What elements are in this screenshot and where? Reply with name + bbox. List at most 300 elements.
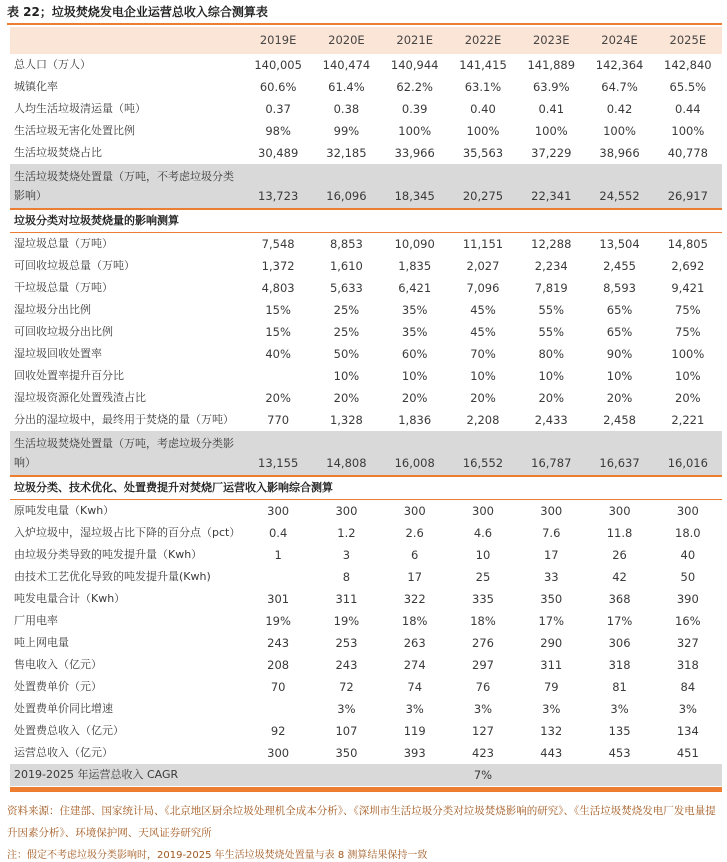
cell-value: 65% — [606, 303, 633, 317]
cell-value — [585, 764, 653, 786]
cell-value: 17 — [543, 548, 559, 562]
cell-value: 2,692 — [671, 259, 705, 273]
row-label: 由垃圾分类导致的吨发提升量（Kwh） — [14, 548, 203, 561]
row-label: 干垃圾总量（万吨） — [14, 281, 113, 294]
table-row — [10, 98, 722, 120]
cell-value: 80% — [538, 347, 565, 361]
cell-value: 318 — [608, 658, 631, 672]
cell-value: 0.37 — [265, 102, 291, 116]
row-label: 生活垃圾焚烧占比 — [14, 146, 102, 159]
table-row — [10, 142, 722, 164]
cell-value: 3% — [610, 702, 629, 716]
cell-value: 3% — [337, 702, 356, 716]
row-label: 2019-2025 年运营总收入 CAGR — [14, 768, 179, 781]
cell-value: 84 — [680, 680, 696, 694]
cell-value: 142,364 — [595, 58, 644, 72]
cell-value: 300 — [472, 504, 494, 518]
row-label: 原吨发电量（Kwh） — [14, 504, 115, 517]
cell-value: 25% — [333, 325, 360, 339]
cell-value: 55% — [538, 325, 565, 339]
table-row — [10, 343, 722, 365]
cell-value: 20% — [265, 391, 291, 405]
row-values — [244, 610, 722, 632]
cell-value: 134 — [676, 724, 699, 738]
cell-value: 14,808 — [326, 456, 367, 470]
title-rule — [7, 23, 722, 25]
cell-value: 12,288 — [531, 237, 572, 251]
cell-value: 1,836 — [398, 413, 432, 427]
cell-value: 300 — [540, 504, 563, 518]
table-row — [10, 387, 722, 409]
cell-value: 72 — [339, 680, 354, 694]
cell-value — [244, 365, 312, 387]
cell-value: 2,455 — [603, 259, 637, 273]
row-values — [244, 120, 722, 142]
section-header: 垃圾分类对垃圾焚烧量的影响测算 — [10, 208, 722, 233]
cell-value: 65% — [606, 325, 633, 339]
row-label: 生活垃圾无害化处置比例 — [14, 124, 135, 137]
cell-value: 142,840 — [664, 58, 712, 72]
cell-value: 297 — [472, 658, 494, 672]
cell-value: 8,853 — [329, 237, 363, 251]
cell-value: 60% — [401, 347, 428, 361]
row-values — [244, 566, 722, 588]
cell-value: 368 — [608, 592, 631, 606]
cell-value: 38,966 — [599, 146, 640, 160]
table-row — [10, 233, 722, 255]
cell-value: 290 — [540, 636, 563, 650]
cell-value: 3% — [678, 702, 697, 716]
cell-value — [654, 764, 722, 786]
table-row — [10, 299, 722, 321]
cell-value: 100% — [671, 124, 705, 138]
table-row — [10, 544, 722, 566]
cell-value: 100% — [671, 347, 705, 361]
cell-value: 17 — [407, 570, 423, 584]
row-values — [244, 255, 722, 277]
cell-value: 33,966 — [394, 146, 435, 160]
row-label: 分出的湿垃圾中，最终用于焚烧的量（万吨） — [14, 413, 234, 426]
cell-value: 327 — [676, 636, 699, 650]
row-values — [244, 632, 722, 654]
row-label: 湿垃圾回收处置率 — [14, 347, 102, 360]
cell-value: 13,155 — [258, 456, 299, 470]
row-values — [244, 742, 722, 764]
cell-value: 0.4 — [268, 526, 288, 540]
row-label: 由技术工艺优化导致的吨发提升量(Kwh) — [14, 570, 211, 583]
cell-value: 25% — [333, 303, 360, 317]
cell-value: 6 — [411, 548, 419, 562]
cell-value: 7.6 — [542, 526, 561, 540]
cell-value: 350 — [540, 592, 563, 606]
row-values — [244, 343, 722, 365]
cell-value: 13,723 — [258, 189, 299, 203]
cell-value: 263 — [403, 636, 426, 650]
cell-value: 75% — [675, 325, 701, 339]
table-row — [10, 76, 722, 98]
cell-value: 301 — [267, 592, 290, 606]
row-label: 入炉垃圾中，湿垃圾占比下降的百分点（pct） — [14, 526, 241, 539]
cell-value: 1,328 — [329, 413, 363, 427]
row-label: 处置费总收入（亿元） — [14, 724, 124, 737]
cell-value: 300 — [267, 746, 290, 760]
row-values — [244, 387, 722, 409]
cell-value: 3 — [342, 548, 351, 562]
source-note: 资料来源：住建部、国家统计局、《北京地区厨余垃圾处理机全成本分析》、《深圳市生活垃圾分类对垃圾焚烧影响的研究》、《生活垃圾焚烧发电厂发电量提升因素分析》、环境保护网、天风证券研究所 — [7, 805, 716, 839]
row-values — [244, 142, 722, 164]
cell-value: 24,552 — [599, 189, 640, 203]
cell-value: 18,345 — [394, 189, 435, 203]
cell-value: 119 — [403, 724, 426, 738]
cell-value: 100% — [466, 124, 500, 138]
cell-value: 140,005 — [254, 58, 302, 72]
cell-value: 2022E — [464, 33, 502, 47]
cell-value: 8,593 — [603, 281, 637, 295]
summary-row — [10, 164, 722, 208]
table-row — [10, 321, 722, 343]
cell-value: 300 — [608, 504, 631, 518]
cell-value: 140,944 — [390, 58, 439, 72]
row-values — [244, 164, 722, 208]
row-label: 可回收垃圾分出比例 — [14, 325, 113, 338]
cell-value: 20% — [538, 391, 565, 405]
table-row — [10, 500, 722, 522]
row-label: 湿垃圾资源化处置残渣占比 — [14, 391, 146, 404]
cell-value: 15% — [265, 303, 291, 317]
row-label: 生活垃圾焚烧处置量（万吨，考虑垃圾分类影响） — [14, 437, 234, 469]
cell-value — [244, 698, 312, 720]
cell-value: 16,016 — [667, 456, 708, 470]
cell-value: 300 — [403, 504, 426, 518]
table-row — [10, 698, 722, 720]
cell-value: 16% — [675, 614, 701, 628]
cell-value: 11,151 — [462, 237, 504, 251]
cell-value: 253 — [335, 636, 358, 650]
cell-value: 2025E — [669, 33, 707, 47]
row-values — [244, 409, 722, 431]
cell-value: 10% — [538, 369, 565, 383]
cell-value: 18% — [470, 614, 496, 628]
cell-value: 1,372 — [261, 259, 295, 273]
cell-value: 50% — [333, 347, 360, 361]
cell-value: 141,889 — [527, 58, 576, 72]
row-label: 回收处置率提升百分比 — [14, 369, 124, 382]
cell-value: 7,548 — [261, 237, 295, 251]
cell-value: 2,221 — [671, 413, 705, 427]
row-values — [244, 54, 722, 76]
row-values — [244, 720, 722, 742]
cell-value: 0.39 — [401, 102, 428, 116]
row-label: 湿垃圾分出比例 — [14, 303, 91, 316]
cell-value: 35% — [401, 325, 428, 339]
cell-value: 19% — [265, 614, 291, 628]
summary-row — [10, 431, 722, 475]
row-values — [244, 98, 722, 120]
cell-value: 132 — [540, 724, 563, 738]
cell-value: 276 — [472, 636, 494, 650]
cell-value: 311 — [540, 658, 563, 672]
cell-value: 335 — [472, 592, 494, 606]
cell-value: 79 — [543, 680, 559, 694]
row-values — [244, 698, 722, 720]
row-label: 售电收入（亿元） — [14, 658, 102, 671]
cell-value: 7,819 — [534, 281, 568, 295]
cell-value: 443 — [540, 746, 563, 760]
section-header: 垃圾分类、技术优化、处置费提升对焚烧厂运营收入影响综合测算 — [10, 475, 722, 500]
cell-value: 20% — [333, 391, 360, 405]
cell-value: 63.9% — [532, 80, 570, 94]
cell-value: 42 — [612, 570, 627, 584]
cell-value: 62.2% — [396, 80, 433, 94]
row-values — [244, 588, 722, 610]
cell-value: 0.41 — [538, 102, 565, 116]
cell-value: 140,474 — [322, 58, 371, 72]
cell-value: 0.40 — [470, 102, 496, 116]
cell-value: 100% — [534, 124, 568, 138]
cell-value: 98% — [265, 124, 291, 138]
row-label: 处置费单价同比增速 — [14, 702, 113, 715]
cell-value: 13,504 — [599, 237, 640, 251]
cell-value — [312, 764, 380, 786]
cell-value: 318 — [676, 658, 699, 672]
row-label: 厂用电率 — [14, 614, 58, 627]
cell-value: 26 — [612, 548, 627, 562]
table-row — [10, 255, 722, 277]
cell-value: 300 — [676, 504, 699, 518]
table-bottom-rule — [10, 787, 722, 792]
row-label: 城镇化率 — [14, 80, 58, 93]
cell-value: 10% — [401, 369, 428, 383]
cell-value: 55% — [538, 303, 565, 317]
cell-value: 453 — [608, 746, 631, 760]
cell-value: 300 — [267, 504, 290, 518]
cell-value: 4.6 — [473, 526, 493, 540]
cell-value: 3% — [542, 702, 561, 716]
cell-value: 61.4% — [328, 80, 365, 94]
cell-value: 393 — [403, 746, 426, 760]
cell-value: 18% — [401, 614, 428, 628]
cell-value: 17% — [538, 614, 565, 628]
row-label: 可回收垃圾总量（万吨） — [14, 259, 135, 272]
cell-value: 90% — [606, 347, 633, 361]
cell-value: 20% — [675, 391, 701, 405]
cell-value: 18.0 — [675, 526, 701, 540]
row-values — [244, 76, 722, 98]
row-label: 吨上网电量 — [14, 636, 69, 649]
cell-value: 2,234 — [534, 259, 568, 273]
cell-value: 2024E — [601, 33, 638, 47]
table-row — [10, 54, 722, 76]
cell-value: 0.42 — [606, 102, 633, 116]
table-row — [10, 742, 722, 764]
table-footer — [7, 800, 721, 862]
cell-value: 243 — [335, 658, 358, 672]
cell-value: 40 — [680, 548, 696, 562]
row-values — [244, 431, 722, 475]
row-label: 湿垃圾总量（万吨） — [14, 237, 113, 250]
cell-value: 135 — [608, 724, 631, 738]
cell-value — [381, 764, 449, 786]
cell-value: 33 — [543, 570, 559, 584]
cell-value: 99% — [333, 124, 360, 138]
row-label: 处置费单价（元） — [14, 680, 102, 693]
cell-value: 45% — [470, 325, 496, 339]
row-values — [244, 365, 722, 387]
row-values — [244, 299, 722, 321]
cell-value: 0.44 — [675, 102, 701, 116]
cell-value: 11.8 — [606, 526, 633, 540]
cell-value: 63.1% — [464, 80, 502, 94]
cell-value: 8 — [342, 570, 351, 584]
cell-value: 1.2 — [337, 526, 356, 540]
assumption-note: 注：假定不考虑垃圾分类影响时，2019-2025 年生活垃圾焚烧处置量与表 8 测算结果保持一致 — [7, 850, 428, 861]
cell-value: 19% — [333, 614, 360, 628]
cell-value: 100% — [603, 124, 636, 138]
row-label: 生活垃圾焚烧处置量（万吨，不考虑垃圾分类影响） — [14, 170, 234, 202]
cell-value: 107 — [335, 724, 358, 738]
table-row — [10, 409, 722, 431]
cell-value: 81 — [612, 680, 627, 694]
cell-value: 10% — [675, 369, 701, 383]
cell-value: 65.5% — [669, 80, 707, 94]
row-values — [244, 500, 722, 522]
table-row — [10, 654, 722, 676]
cell-value: 451 — [676, 746, 699, 760]
cell-value: 5,633 — [329, 281, 363, 295]
cell-value: 274 — [403, 658, 426, 672]
cell-value: 127 — [472, 724, 494, 738]
cell-value: 45% — [470, 303, 496, 317]
cell-value: 6,421 — [398, 281, 432, 295]
cell-value: 2,458 — [603, 413, 637, 427]
cell-value: 10,090 — [394, 237, 435, 251]
cell-value: 26,917 — [667, 189, 708, 203]
cell-value: 311 — [335, 592, 358, 606]
cell-value: 92 — [270, 724, 286, 738]
cell-value: 9,421 — [671, 281, 705, 295]
cell-value: 390 — [676, 592, 699, 606]
cell-value: 141,415 — [459, 58, 507, 72]
cell-value: 16,552 — [462, 456, 504, 470]
cell-value: 2,208 — [466, 413, 500, 427]
cell-value: 40% — [265, 347, 291, 361]
row-values — [244, 764, 722, 786]
table-title: 表 22；垃圾焚烧发电企业运营总收入综合测算表 — [7, 5, 268, 19]
cell-value: 0.38 — [333, 102, 360, 116]
cell-value: 17% — [606, 614, 633, 628]
cell-value: 2020E — [328, 33, 365, 47]
row-values — [244, 27, 722, 54]
cell-value: 60.6% — [259, 80, 297, 94]
cell-value: 300 — [335, 504, 358, 518]
cell-value: 20% — [606, 391, 633, 405]
cell-value: 208 — [267, 658, 290, 672]
cell-value — [517, 764, 585, 786]
cell-value: 15% — [265, 325, 291, 339]
row-values — [244, 544, 722, 566]
row-label: 运营总收入（亿元） — [14, 746, 113, 759]
cell-value: 64.7% — [601, 80, 638, 94]
cell-value: 7,096 — [466, 281, 500, 295]
cell-value: 2019E — [259, 33, 297, 47]
column-header-row — [10, 27, 722, 54]
cell-value: 1,835 — [398, 259, 432, 273]
cell-value: 76 — [475, 680, 491, 694]
cell-value: 35% — [401, 303, 428, 317]
cell-value: 20% — [401, 391, 428, 405]
cell-value: 70 — [270, 680, 286, 694]
cell-value: 7% — [473, 768, 493, 782]
cell-value: 16,096 — [326, 189, 367, 203]
cell-value: 75% — [675, 303, 701, 317]
cell-value: 40,778 — [667, 146, 708, 160]
cell-value: 70% — [470, 347, 496, 361]
table-row — [10, 676, 722, 698]
row-values — [244, 522, 722, 544]
cell-value: 20% — [470, 391, 496, 405]
cell-value: 770 — [267, 413, 290, 427]
cell-value: 2023E — [532, 33, 570, 47]
cell-value: 322 — [403, 592, 426, 606]
cell-value: 10% — [470, 369, 496, 383]
cell-value: 2,433 — [534, 413, 568, 427]
table-row — [10, 720, 722, 742]
cell-value: 10 — [475, 548, 491, 562]
cell-value: 35,563 — [462, 146, 504, 160]
row-label: 总人口（万人） — [14, 58, 91, 71]
cell-value: 2,027 — [466, 259, 500, 273]
cell-value: 3% — [405, 702, 424, 716]
cell-value: 16,008 — [394, 456, 435, 470]
cell-value: 243 — [267, 636, 290, 650]
cell-value — [244, 764, 312, 786]
summary-row — [10, 764, 722, 786]
cell-value: 100% — [398, 124, 432, 138]
cell-value: 10% — [606, 369, 633, 383]
row-values — [244, 654, 722, 676]
header-label-spacer — [10, 27, 244, 54]
cell-value: 30,489 — [258, 146, 299, 160]
table-row — [10, 610, 722, 632]
cell-value: 2.6 — [405, 526, 424, 540]
cell-value: 16,787 — [531, 456, 572, 470]
table-row — [10, 120, 722, 142]
data-table — [10, 27, 722, 792]
table-row — [10, 632, 722, 654]
cell-value: 4,803 — [261, 281, 295, 295]
table-row — [10, 277, 722, 299]
row-values — [244, 277, 722, 299]
row-label: 吨发电量合计（Kwh） — [14, 592, 126, 605]
cell-value: 50 — [680, 570, 696, 584]
cell-value: 423 — [472, 746, 494, 760]
cell-value: 10% — [333, 369, 360, 383]
cell-value: 20,275 — [462, 189, 504, 203]
cell-value: 22,341 — [531, 189, 572, 203]
cell-value: 74 — [407, 680, 423, 694]
cell-value: 25 — [475, 570, 491, 584]
cell-value: 3% — [473, 702, 493, 716]
cell-value: 32,185 — [326, 146, 367, 160]
row-values — [244, 233, 722, 255]
cell-value: 37,229 — [531, 146, 572, 160]
row-values — [244, 321, 722, 343]
cell-value: 16,637 — [599, 456, 640, 470]
cell-value: 306 — [608, 636, 631, 650]
table-row — [10, 522, 722, 544]
cell-value: 1 — [274, 548, 282, 562]
table-row — [10, 365, 722, 387]
